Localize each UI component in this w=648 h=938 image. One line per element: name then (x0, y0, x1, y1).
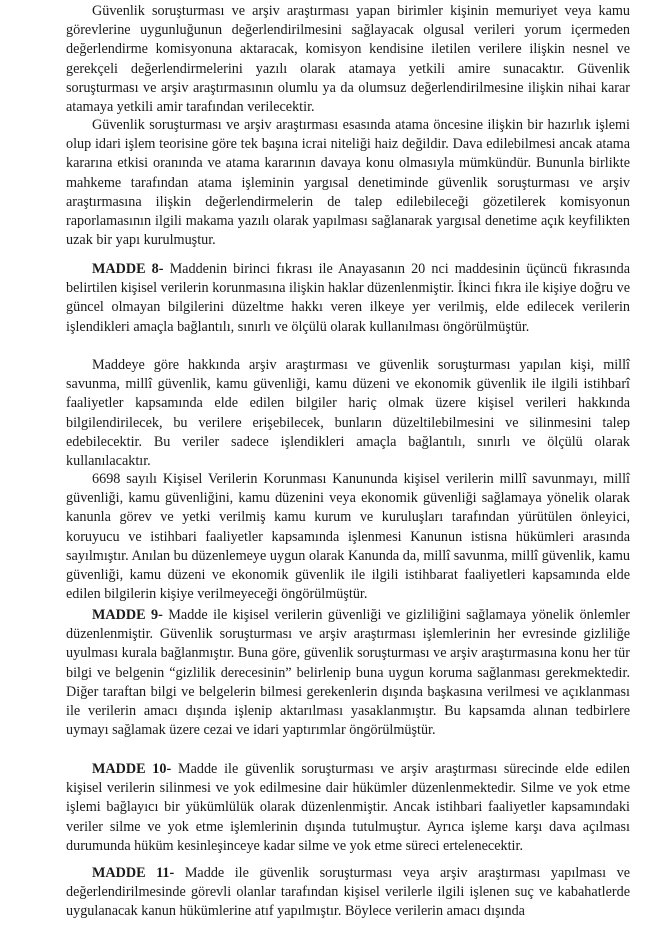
paragraph-text: Güvenlik soruşturması ve arşiv araştırması esasında atama öncesine ilişkin bir hazırlık işlemi olup idari işlem teorisine göre tek başına icrai niteliği haiz değildir. Dava edilebilmesi ancak atama kararına etkisi oranında ve atama kararının davaya konu olmasıyla mümkündür. Bununla birlikte mahkeme tarafından atama işleminin yargısal denetiminde güvenlik soruşturması ve arşiv araştırmasına ilişkin değerlendirmelerin de talep edilebileceği gözetilerek komisyonun raporlamasının ilgili makama yazılı olarak yapılması sağlanarak yargısal denetime açık keyfilikten uzak bir yapı kurulmuştur. (66, 117, 630, 249)
paragraph-bilgilendirme (66, 356, 630, 471)
paragraph-hazirlik-islemi (66, 116, 630, 250)
paragraph-text: Maddenin birinci fıkrası ile Anayasanın 20 nci maddesinin üçüncü fıkrasında belirtilen kişisel verilerin korunmasına ilişkin haklar düzenlenmiştir. İkinci fıkra ile kişiye doğru ve güncel olmayan bilgilerini düzeltme hakkı veren ilkeye yer verilmiş, elde edilecek verilerin işlendikleri amaçla bağlantılı, sınırlı ve ölçülü olarak kullanılması öngörülmüştür. (66, 261, 630, 335)
madde-label: MADDE 8- (92, 261, 164, 277)
madde-11-paragraph (66, 864, 630, 922)
paragraph-text: Madde ile güvenlik soruşturması veya arşiv araştırması yapılması ve değerlendirilmesinde görevli olanlar tarafından kişisel verilerle ilgili işlenen suç ve kabahatlerde uygulanacak kanun hükümlerine atıf yapılmıştır. Böylece verilerin amacı dışında (66, 865, 630, 920)
madde-8-paragraph (66, 260, 630, 337)
paragraph-text: Güvenlik soruşturması ve arşiv araştırması yapan birimler kişinin memuriyet veya kamu görevlerine uygunluğunun değerlendirilmesini sağlayacak olgusal verileri yorum içermeden değerlendirme komisyonuna aktaracak, komisyon kendisine iletilen verilere ilişkin nesnel ve gerekçeli değerlendirmelerini yazılı olarak atamaya yetkili amire sunacaktır. Güvenlik soruşturması ve arşiv araştırmasının olumlu ya da olumsuz değerlendirilmesine ilişkin nihai karar atamaya yetkili amir tarafından verilecektir. (66, 3, 630, 116)
paragraph-6698-kanun (66, 470, 630, 604)
madde-10-paragraph (66, 760, 630, 856)
paragraph-guvenlik-degerlendirme (66, 2, 630, 117)
madde-label: MADDE 10- (92, 761, 172, 777)
madde-9-paragraph (66, 606, 630, 740)
madde-label: MADDE 11- (92, 865, 175, 881)
paragraph-text: Madde ile güvenlik soruşturması ve arşiv araştırması sürecinde elde edilen kişisel verilerin silinmesi ve yok edilmesine dair hükümler düzenlenmektedir. Silme ve yok etme işlemi bağlayıcı bir yükümlülük olarak düzenlenmiştir. Ancak istihbari faaliyetler kapsamındaki veriler silme ve yok etme işlemlerinin dışında tutulmuştur. Ayrıca işleme karşı dava açılması durumunda hüküm kesinleşinceye kadar silme ve yok etme süreci ertelenecektir. (66, 761, 631, 854)
paragraph-text: Madde ile kişisel verilerin güvenliği ve gizliliğini sağlamaya yönelik önlemler düzenlenmiştir. Güvenlik soruşturması ve arşiv araştırması işlemlerinin her evresinde gizliliğe uyulması kurala bağlanmıştır. Buna göre, güvenlik soruşturması ve arşiv araştırmasına konu her tür bilgi ve belgenin “gizlilik derecesinin” belirlenip buna uygun koruma sağlanması gerekmektedir. Diğer taraftan bilgi ve belgelerin bilmesi gerekenlerin dışında başkasına verilmesi ve açıklanması ile verilerin amacı dışında işlenip aktarılması yasaklanmıştır. Bu kapsamda alınan tedbirlere uymayı sağlamak üzere cezai ve idari yaptırımlar öngörülmüştür. (66, 607, 631, 739)
madde-label: MADDE 9- (92, 607, 163, 623)
paragraph-text: Maddeye göre hakkında arşiv araştırması ve güvenlik soruşturması yapılan kişi, millî savunma, millî güvenlik, kamu güvenliği, kamu düzeni ve ekonomik güvenlik ile ilgili istihbarî faaliyetler kapsamında elde edilen bilgiler hariç olmak üzere kişisel verileri hakkında bilgilendirilecek, bu verilere erişebilecek, bunların düzeltilebilmesini ve silinmesini talep edebilecektir. Bu veriler sadece işlendikleri amaçla bağlantılı, sınırlı ve ölçülü olarak kullanılacaktır. (66, 357, 630, 470)
paragraph-text: 6698 sayılı Kişisel Verilerin Korunması Kanununda kişisel verilerin millî savunmayı, millî güvenliği, kamu güvenliğini, kamu düzenini veya ekonomik güvenliği sağlamaya yönelik olarak kanunla görev ve yetki verilmiş kamu kurum ve kuruluşları tarafından yürütülen önleyici, koruyucu ve istihbari faaliyetler kapsamında işlenmesi Kanunun istisna hükümleri arasında sayılmıştır. Anılan bu düzenlemeye uygun olarak Kanunda da, millî savunma, millî güvenlik, kamu güvenliği, kamu düzeni ve ekonomik güvenlik ile ilgili istihbarat faaliyetleri kapsamında elde edilen bilgilerin kişiye verilmeyeceği öngörülmüştür. (66, 471, 630, 603)
